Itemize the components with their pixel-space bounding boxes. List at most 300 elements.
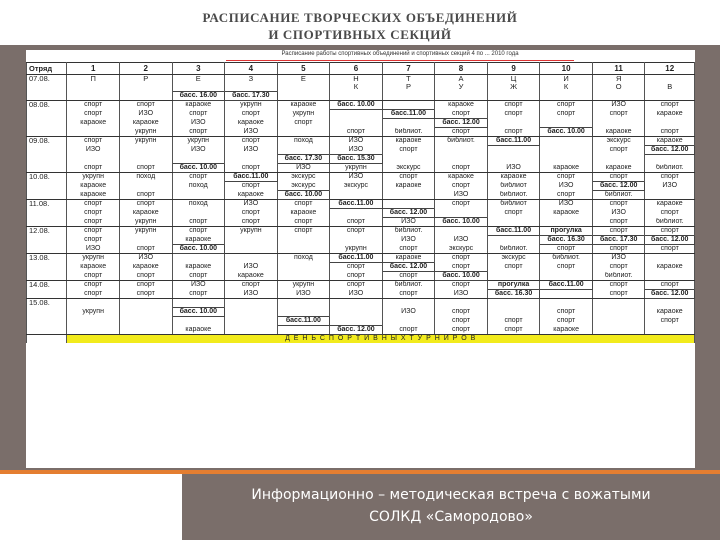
table-cell: Т [382,75,435,84]
table-cell: спорт [225,110,278,119]
table-cell: укрупн [225,101,278,110]
table-row [27,308,695,317]
table-cell: караоке [540,164,593,173]
table-cell: спорт [435,200,488,209]
table-cell: У [435,83,488,92]
table-cell: 07.08. [27,75,67,84]
column-header: 7 [382,63,435,75]
table-cell: басс. 10.00 [277,191,330,200]
table-cell [225,308,278,317]
table-cell: поход [172,200,225,209]
table-cell: ИЗО [330,137,383,146]
table-cell [277,272,330,281]
table-cell: басс. 16.30 [540,236,593,245]
table-cell: ИЗО [225,200,278,209]
table-row [27,254,695,263]
table-cell [225,254,278,263]
table-cell: спорт [277,200,330,209]
table-cell: библиот. [540,254,593,263]
table-cell: Н [330,75,383,84]
table-row [27,281,695,290]
column-header: 10 [540,63,593,75]
table-cell: басс. 12.00 [645,146,695,155]
table-cell: библиот. [592,272,645,281]
table-cell [382,92,435,101]
footer-text [182,474,720,540]
table-cell: 11.08. [27,200,67,209]
table-cell: спорт [592,218,645,227]
table-cell: Р [119,75,172,84]
table-cell: спорт [330,263,383,272]
table-cell: караоке [645,200,695,209]
column-header: 5 [277,63,330,75]
table-cell: спорт [172,227,225,236]
table-cell [592,317,645,326]
table-cell [27,218,67,227]
table-cell: спорт [67,200,120,209]
table-cell: караоке [277,209,330,218]
table-cell: поход [172,182,225,191]
table-cell: экскурс [330,182,383,191]
letter-row [27,75,695,84]
table-cell: спорт [435,326,488,335]
table-cell [540,146,593,155]
table-cell: караоке [67,191,120,200]
table-cell [330,236,383,245]
table-cell: библиот. [382,128,435,137]
table-cell: спорт [67,137,120,146]
table-cell: ИЗО [225,290,278,299]
table-row [27,173,695,182]
table-cell: спорт [540,245,593,254]
table-cell: басс.11.00 [487,137,540,146]
table-cell [119,317,172,326]
table-cell [172,155,225,164]
table-cell [225,155,278,164]
table-cell: ИЗО [592,209,645,218]
table-cell [67,317,120,326]
table-cell: укрупн [67,308,120,317]
table-cell: караоке [645,110,695,119]
table-cell: басс. 12.00 [435,119,488,128]
table-cell: басс. 10.00 [172,164,225,173]
table-cell: ИЗО [435,290,488,299]
table-cell: басс.11.00 [330,200,383,209]
table-cell: басс.11.00 [277,317,330,326]
footer-banner [0,470,720,540]
table-cell: караоке [172,101,225,110]
table-cell: спорт [225,182,278,191]
table-cell: ИЗО [172,146,225,155]
table-cell [382,155,435,164]
table-cell: экскурс [592,137,645,146]
letter-row [27,83,695,92]
table-cell: спорт [172,290,225,299]
table-row [27,317,695,326]
table-cell: басс. 17.30 [277,155,330,164]
table-header-row [27,63,695,75]
table-cell: Ц [487,75,540,84]
table-row [27,272,695,281]
table-cell [487,146,540,155]
table-cell: спорт [172,128,225,137]
table-row [27,263,695,272]
table-cell: ИЗО [382,218,435,227]
table-cell: спорт [540,110,593,119]
table-cell [592,308,645,317]
page-heading [0,0,720,48]
table-cell [382,119,435,128]
table-cell [277,128,330,137]
table-cell: спорт [67,218,120,227]
table-cell: спорт [487,128,540,137]
table-cell [119,326,172,335]
table-cell [27,209,67,218]
table-cell: ИЗО [592,101,645,110]
table-cell: караоке [645,308,695,317]
table-cell [645,75,695,84]
table-cell [27,317,67,326]
table-cell: спорт [540,191,593,200]
table-cell: укрупн [277,281,330,290]
table-cell [225,83,278,92]
table-cell: спорт [592,146,645,155]
table-cell: библиот. [382,281,435,290]
table-cell: спорт [645,101,695,110]
table-cell: 08.08. [27,101,67,110]
table-cell [67,92,120,101]
table-cell: ИЗО [119,254,172,263]
table-cell: спорт [645,227,695,236]
table-cell: ИЗО [540,200,593,209]
table-cell: укрупн [330,245,383,254]
table-cell: ИЗО [67,245,120,254]
table-cell: спорт [540,101,593,110]
footer-left-panel [0,474,182,540]
table-cell: спорт [277,119,330,128]
table-cell: И [540,75,593,84]
table-cell: ИЗО [592,254,645,263]
table-cell [540,137,593,146]
table-cell: спорт [592,227,645,236]
table-cell [540,92,593,101]
table-cell: спорт [277,218,330,227]
table-cell: караоке [645,263,695,272]
table-cell: 12.08. [27,227,67,236]
table-row [27,164,695,173]
table-cell [225,317,278,326]
table-cell: укрупн [119,128,172,137]
table-cell: укрупн [330,164,383,173]
table-row [27,146,695,155]
table-cell: караоке [172,236,225,245]
table-cell: А [435,75,488,84]
table-cell: экскурс [382,164,435,173]
table-row [27,200,695,209]
table-cell: экскурс [277,182,330,191]
table-row [27,299,695,308]
table-cell: караоке [277,101,330,110]
table-cell: экскурс [487,254,540,263]
table-cell: спорт [330,227,383,236]
table-cell: ИЗО [225,146,278,155]
table-cell [330,317,383,326]
table-cell [225,326,278,335]
table-row [27,326,695,335]
table-cell [119,182,172,191]
table-cell [27,128,67,137]
table-cell: спорт [540,317,593,326]
table-cell [277,299,330,308]
table-cell: спорт [645,209,695,218]
table-cell [645,272,695,281]
table-cell: 14.08. [27,281,67,290]
table-cell [277,245,330,254]
table-cell: укрупн [67,173,120,182]
table-cell: библиот [487,200,540,209]
table-cell [330,299,383,308]
table-cell: спорт [330,128,383,137]
table-cell: 09.08. [27,137,67,146]
column-header: 8 [435,63,488,75]
table-cell: спорт [592,173,645,182]
table-cell [119,236,172,245]
table-cell: спорт [645,173,695,182]
table-cell [27,245,67,254]
table-cell: спорт [435,254,488,263]
table-cell [172,299,225,308]
table-cell [67,155,120,164]
table-cell: караоке [225,272,278,281]
table-cell: басс. 10.00 [435,272,488,281]
table-cell: караоке [435,101,488,110]
table-cell [67,83,120,92]
table-cell [540,299,593,308]
column-header: 2 [119,63,172,75]
table-cell [225,245,278,254]
table-cell: спорт [435,308,488,317]
table-cell: 13.08. [27,254,67,263]
heading-line-1: РАСПИСАНИЕ ТВОРЧЕСКИХ ОБЪЕДИНЕНИЙ [202,10,518,25]
table-cell: Я [592,75,645,84]
table-cell [330,110,383,119]
table-cell: ИЗО [330,290,383,299]
table-cell: укрупн [119,227,172,236]
table-cell: караоке [172,326,225,335]
table-cell: караоке [645,137,695,146]
table-cell: спорт [225,209,278,218]
table-cell [27,92,67,101]
table-cell: спорт [435,128,488,137]
table-cell [119,155,172,164]
table-cell: спорт [172,218,225,227]
table-row [27,245,695,254]
table-cell [592,155,645,164]
table-cell: ИЗО [330,173,383,182]
table-cell: караоке [119,209,172,218]
table-cell: басс. 16.00 [172,92,225,101]
table-cell: библиот. [435,137,488,146]
table-cell [27,272,67,281]
table-cell: спорт [119,101,172,110]
table-cell [225,236,278,245]
column-header: 6 [330,63,383,75]
table-cell: караоке [592,128,645,137]
table-cell: спорт [67,164,120,173]
table-cell: караоке [382,254,435,263]
table-cell: караоке [67,182,120,191]
table-cell: ИЗО [172,281,225,290]
table-cell [645,119,695,128]
table-cell [645,92,695,101]
table-cell: спорт [119,191,172,200]
footer-line-1: Информационно – методическая встреча с вожатыми [251,487,651,503]
table-cell: спорт [435,182,488,191]
table-row [27,119,695,128]
column-header: Отряд [27,63,67,75]
table-cell: караоке [435,173,488,182]
table-cell [119,83,172,92]
table-cell: прогулка [487,281,540,290]
table-cell [172,254,225,263]
table-cell: спорт [330,281,383,290]
table-cell [27,155,67,164]
table-cell [27,335,67,344]
table-cell [27,164,67,173]
table-cell [645,155,695,164]
table-cell: басс. 12.00 [592,182,645,191]
table-cell [277,308,330,317]
table-cell: спорт [172,272,225,281]
table-cell [172,209,225,218]
table-cell: спорт [645,128,695,137]
table-cell: ИЗО [540,182,593,191]
table-cell [435,155,488,164]
table-cell [592,92,645,101]
table-cell [487,272,540,281]
table-cell [277,326,330,335]
table-cell: спорт [540,263,593,272]
table-cell: укрупн [67,254,120,263]
table-cell: караоке [540,209,593,218]
table-cell: спорт [435,263,488,272]
table-cell [540,218,593,227]
table-cell: спорт [277,227,330,236]
table-row [27,218,695,227]
table-cell: спорт [330,218,383,227]
table-cell: спорт [67,101,120,110]
table-cell [382,299,435,308]
table-cell [487,308,540,317]
table-cell: ИЗО [487,164,540,173]
table-cell [330,119,383,128]
table-cell: библиот. [645,218,695,227]
table-cell: спорт [592,263,645,272]
table-cell [382,101,435,110]
table-cell: поход [119,173,172,182]
table-cell: 15.08. [27,299,67,308]
table-cell [277,83,330,92]
table-cell: экскурс [277,173,330,182]
table-row [27,101,695,110]
table-cell [27,263,67,272]
table-cell: спорт [67,290,120,299]
table-cell: спорт [435,281,488,290]
table-cell [67,326,120,335]
table-cell [172,83,225,92]
table-cell: басс. 10.00 [330,101,383,110]
table-cell: караоке [172,263,225,272]
table-cell: Ж [487,83,540,92]
table-cell: укрупн [225,227,278,236]
table-cell: ИЗО [382,236,435,245]
table-cell: басс. 10.00 [435,218,488,227]
table-cell: К [330,83,383,92]
table-cell [27,326,67,335]
table-cell: ИЗО [67,146,120,155]
table-cell [119,299,172,308]
table-row [27,227,695,236]
table-cell: басс. 12.00 [645,290,695,299]
table-cell: ИЗО [330,146,383,155]
table-cell [277,236,330,245]
table-cell [119,146,172,155]
table-cell: караоке [119,119,172,128]
table-cell [119,92,172,101]
table-cell: спорт [67,209,120,218]
table-cell: спорт [382,146,435,155]
table-cell: спорт [330,272,383,281]
column-header: 1 [67,63,120,75]
table-cell: спорт [119,290,172,299]
table-cell: караоке [67,263,120,272]
heading-line-2: И СПОРТИВНЫХ СЕКЦИЙ [268,27,452,42]
column-header: 4 [225,63,278,75]
column-header: 9 [487,63,540,75]
table-cell: спорт [119,245,172,254]
table-cell: прогулка [540,227,593,236]
table-cell: ИЗО [435,236,488,245]
table-cell: спорт [487,209,540,218]
table-cell [435,146,488,155]
table-cell: ИЗО [225,128,278,137]
table-row [27,137,695,146]
table-cell [277,263,330,272]
table-cell [330,308,383,317]
table-cell [645,299,695,308]
table-cell: поход [277,137,330,146]
table-cell [487,299,540,308]
table-cell: ИЗО [435,191,488,200]
table-cell: спорт [119,281,172,290]
table-cell [435,209,488,218]
table-cell: басс. 17.30 [592,236,645,245]
table-row [27,290,695,299]
table-cell: ИЗО [382,308,435,317]
table-cell: спорт [382,290,435,299]
table-cell [435,92,488,101]
table-cell: ИЗО [172,119,225,128]
table-cell: спорт [172,110,225,119]
table-cell: спорт [382,326,435,335]
table-cell [645,326,695,335]
table-cell: экскурс [435,245,488,254]
table-cell: караоке [382,182,435,191]
table-cell: спорт [540,308,593,317]
table-row [27,191,695,200]
tournament-day-label: Д Е Н Ь С П О Р Т И В Н Ы Х Т У Р Н И Р О В [67,335,695,344]
table-cell [592,299,645,308]
